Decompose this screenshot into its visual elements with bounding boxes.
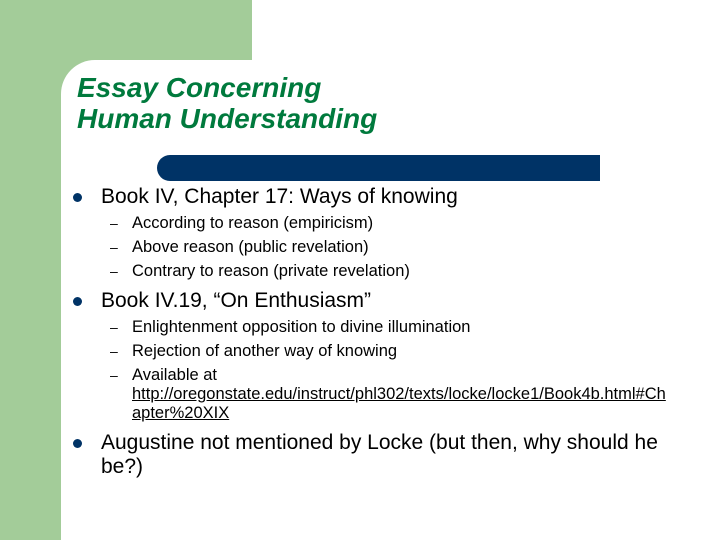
bullet-dot-icon <box>73 193 82 202</box>
bullet-item <box>73 431 673 479</box>
dash-icon: – <box>110 239 118 255</box>
dash-icon: – <box>110 215 118 231</box>
green-left-strip <box>0 0 61 540</box>
available-label: Available at <box>132 366 218 384</box>
sub-bullet-text: Enlightenment opposition to divine illumination <box>132 318 471 336</box>
bullet-group <box>73 185 673 281</box>
bullet-dot-icon <box>73 439 82 448</box>
slide-title <box>77 72 377 134</box>
bullet-group <box>73 431 673 479</box>
sub-bullet-item <box>73 262 673 281</box>
bullet-list <box>73 185 673 487</box>
bullet-group <box>73 289 673 423</box>
bullet-text: Book IV, Chapter 17: Ways of knowing <box>101 185 458 208</box>
sub-bullet-item <box>73 238 673 257</box>
dash-icon: – <box>110 367 118 383</box>
bullet-text: Augustine not mentioned by Locke (but then, why should he be?) <box>101 431 658 478</box>
title-divider-bar <box>157 155 600 181</box>
bullet-text: Book IV.19, “On Enthusiasm” <box>101 289 372 312</box>
sub-bullet-text: Contrary to reason (private revelation) <box>132 262 410 280</box>
dash-icon: – <box>110 263 118 279</box>
sub-bullet-item <box>73 342 673 361</box>
sub-bullet-text: Rejection of another way of knowing <box>132 342 398 360</box>
source-link[interactable]: http://oregonstate.edu/instruct/phl302/texts/locke/locke1/Book4b.html#Chapter%20XIX <box>132 385 666 422</box>
sub-bullet-item <box>73 318 673 337</box>
dash-icon: – <box>110 319 118 335</box>
sub-bullet-text: Above reason (public revelation) <box>132 238 369 256</box>
sub-bullet-item <box>73 214 673 233</box>
bullet-item <box>73 185 673 209</box>
sub-bullet-item <box>73 366 673 423</box>
dash-icon: – <box>110 343 118 359</box>
bullet-item <box>73 289 673 313</box>
title-line-2: Human Understanding <box>77 103 378 134</box>
sub-bullet-text: According to reason (empiricism) <box>132 214 374 232</box>
title-line-1: Essay Concerning <box>77 72 322 103</box>
bullet-dot-icon <box>73 297 82 306</box>
